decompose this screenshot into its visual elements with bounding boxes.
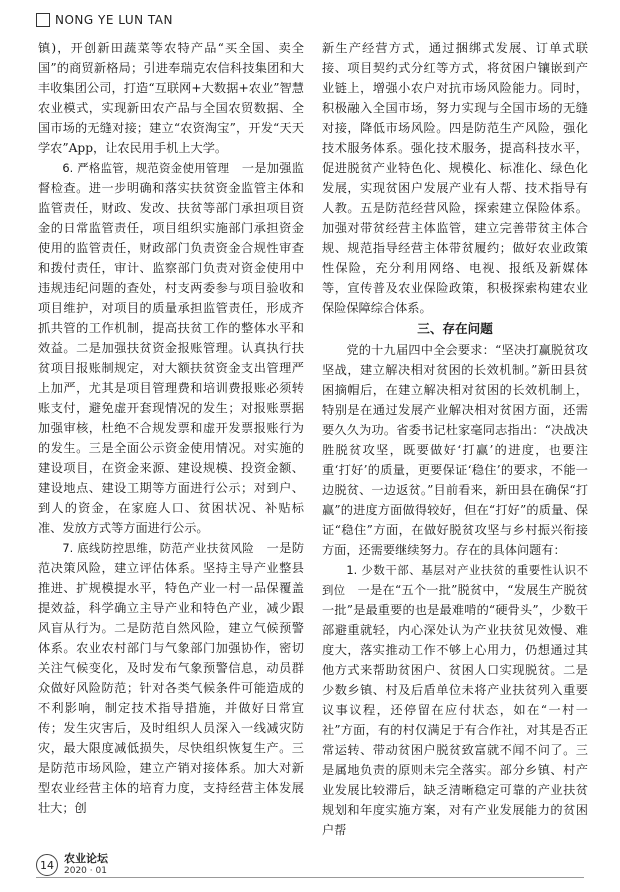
subsection-7-body: 一是防范决策风险，建立评估体系。坚持主导产业整县推进、扩规模提水平，特色产业一村一品保覆盖提效益，科学确立主导产业和特色产业，减少跟风盲从行为。二是防范自然风险，建立气候预警体系。农业农村部门与气象部门加强协作，密切关注气候变化，及时发布气象预警信息，动员群众做好风险防范；针对各类气候条件可能造成的不利影响，制定技术指导措施，并做好日常宣传；发生灾害后，及时组织人员深入一线减灾防灾，最大限度减低损失，尽快组织恢复生产。三是防范市场风险，建立产销对接体系。加大对新型农业经营主体的培育力度，支持经营主体发展壮大；创 <box>38 541 305 815</box>
footer-divider <box>36 877 584 878</box>
footer-issue: 2020 · 01 <box>64 866 107 876</box>
header-title: NONG YE LUN TAN <box>55 13 173 27</box>
header-square-icon <box>36 13 50 27</box>
paragraph: 党的十九届四中全会要求：“坚决打赢脱贫攻坚战，建立解决相对贫困的长效机制。”新田县贫困摘帽后，在建立解决相对贫困的长效机制上，特别是在通过发展产业解决相对贫困方面，还需要久久为功。省委书记杜家毫同志指出：“决战决胜脱贫攻坚，既要做好‘打赢’的进度，也要注重‘打好’的质量，更要保证‘稳住’的要求，不能一边脱贫、一边返贫。”目前看来，新田县在确保“打赢”的进度方面做得较好，但在“打好”的质量、保证“稳住”方面，在做好脱贫攻坚与乡村振兴衔接方面，还需要继续努力。存在的具体问题有： <box>322 343 588 557</box>
paragraph: 新生产经营方式，通过捆绑式发展、订单式联接、项目契约式分红等方式，将贫困户镶嵌到产业链上，增强小农户对抗市场风险能力。同时，积极融入全国市场，努力实现与全国市场的无缝对接，降低市场风险。四是防范生产风险，强化技术服务体系。强化技术服务，提高科技水平，促进脱贫产业特色化、规模化、标准化、绿色化发展，实现贫困户发展产业有人帮、技术指导有人教。五是防范经营风险，探索建立保险体系。加强对带贫经营主体监管，建立完善带贫主体合规、规范指导经营主体带贫履约；做好农业政策性保险，充分利用网络、电视、报纸及新媒体等，宣传普及农业保险政策，积极探索构建农业保险保障综合体系。 <box>322 41 588 315</box>
paragraph: 镇)，开创新田蔬菜等农特产品“买全国、卖全国”的商贸新格局；引进奉瑞克农信科技集团和大丰收集团公司，打造“互联网+大数据+农业”智慧农业模式，实现新田农产品与全国农贸数据、全国市场的无缝对接；建立“农资淘宝”，开发“天天学农”App，让农民用手机上大学。 <box>38 41 304 155</box>
subsection-7-title: 7. 底线防控思维，防范产业扶贫风险 <box>62 541 255 555</box>
page-footer <box>36 852 108 878</box>
running-header <box>36 10 173 30</box>
page-number: 14 <box>36 854 58 876</box>
footer-journal-title: 农业论坛 <box>64 852 108 865</box>
subsection-6-title: 6. 严格监管，规范资金使用管理 <box>62 161 230 175</box>
subsection-1-body: 一是在“五个一批”脱贫中，“发展生产脱贫一批”是最重要的也是最难啃的“硬骨头”，少数干部避重就轻，内心深处认为产业扶贫见效慢、难度大，落实推动工作不够上心用力，仍想通过其他方式来帮助贫困户、贫困人口实现脱贫。二是少数乡镇、村及后盾单位未将产业扶贫列入重要议事议程，还停留在应付状态，如在“一村一社”方面，有的村仅满足于有合作社，对其是否正常运转、带动贫困户脱贫致富就不闻不问了。三是属地负责的原则未完全落实。部分乡镇、村产业发展比较滞后，缺乏清晰稳定可靠的产业扶贫规划和年度实施方案，对有产业发展能力的贫困户帮 <box>322 583 588 837</box>
subsection-7 <box>38 538 304 818</box>
subsection-6 <box>38 158 304 538</box>
subsection-6-body: 一是加强监督检查。进一步明确和落实扶贫资金监管主体和监管责任，财政、发改、扶贫等部门承担项目资金的日常监管责任，项目组织实施部门承担资金使用的监管责任，财政部门负责资金合规性审查和拨付责任，审计、监察部门负责对资金使用中违规违纪问题的查处，村支两委参与项目验收和项目维护，对项目的质量承担监管责任，形成齐抓共管的工作机制，提高扶贫工作的整体水平和效益。二是加强扶贫资金报账管理。认真执行扶贫项目报账制规定，对大额扶贫资金支出管理严上加严，尤其是项目管理费和培训费报账必须转账支付，避免虚开套现情况的发生；对报账票据加强审核，杜绝不合规发票和虚开发票报账行为的发生。三是全面公示资金使用情况。对实施的建设项目，在资金来源、建设规模、投资金额、建设地点、建设工期等方面进行公示；对到户、到人的资金，在家庭人口、贫困状况、补贴标准、发放方式等方面进行公示。 <box>38 161 304 535</box>
right-column <box>322 38 588 840</box>
subsection-1-title: 1. 少数干部、基层对产业扶贫的重要性认识不到位 <box>322 563 588 597</box>
left-column <box>38 38 304 818</box>
section-3-heading: 三、存在问题 <box>417 321 493 336</box>
subsection-1 <box>322 560 588 840</box>
footer-journal <box>64 852 108 878</box>
